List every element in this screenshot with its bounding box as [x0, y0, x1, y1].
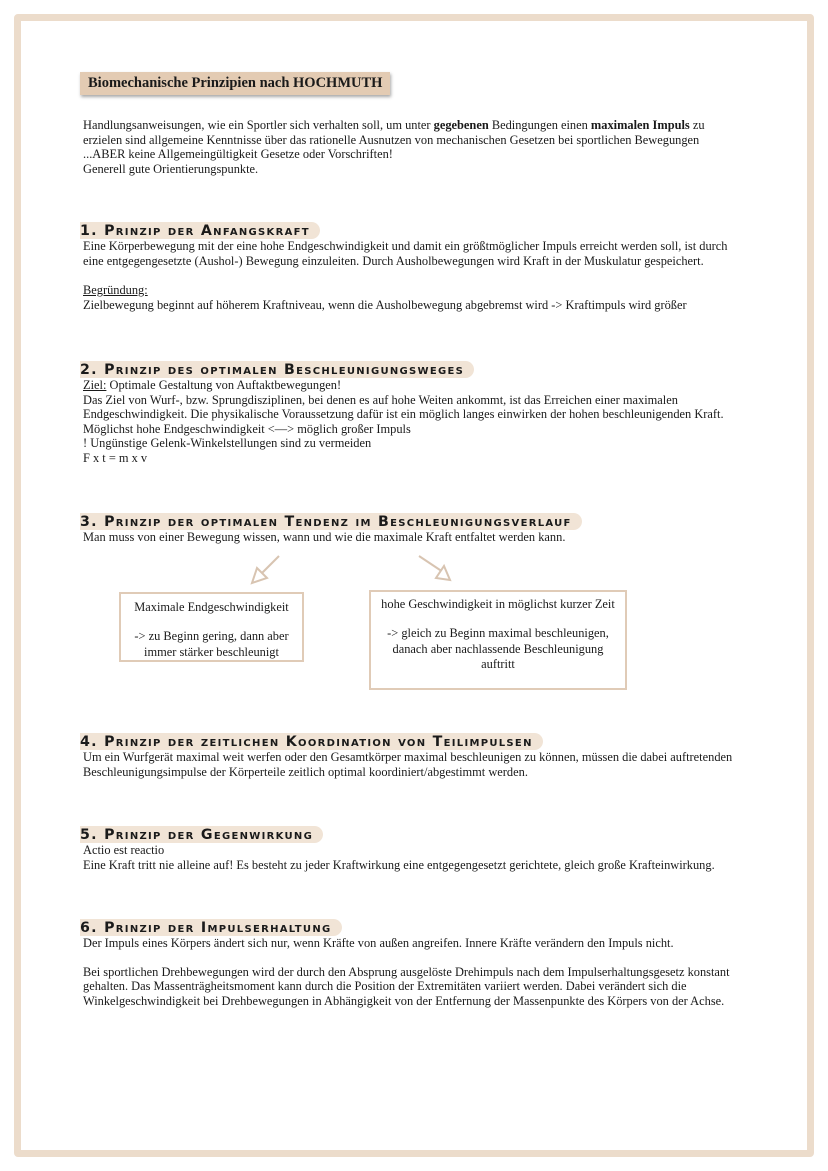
section-5-text: Eine Kraft tritt nie alleine auf! Es besteht zu jeder Kraftwirkung eine entgegengesetzt gerichtete, gleich große Krafteinwirkung.	[83, 857, 715, 872]
section-1	[80, 222, 743, 312]
section-1-reason-label: Begründung:	[83, 283, 148, 298]
intro-bold-maximalen: maximalen	[590, 118, 650, 132]
document-content	[80, 72, 743, 544]
section-2-text: Das Ziel von Wurf-, bzw. Sprungdisziplinen, bei denen es auf hohe Weiten ankommt, ist das Erreichen einer maximalen Endgeschwindigkeit. Die physikalische Voraussetzung dafür ist ein möglich langes einwirken der hohen beschleunigenden Kraft.	[83, 392, 724, 422]
arrow-down-right-icon	[415, 552, 455, 584]
section-6	[80, 919, 743, 1008]
intro-text: Handlungsanweisungen, wie ein Sportler sich verhalten soll, um unter	[83, 118, 434, 132]
section-2-heading: 2. Prinzip des optimalen Beschleunigungsweges	[80, 361, 474, 378]
section-4-text: Um ein Wurfgerät maximal weit werfen oder den Gesamtkörper maximal beschleunigen zu können, müssen die dabei auftretenden Beschleunigungsimpulse der Körperteile zeitlich optimal koordiniert/abgestimmt werden.	[83, 750, 733, 779]
box-right-title: hohe Geschwindigkeit in möglichst kurzer Zeit	[381, 597, 615, 611]
section-4-heading: 4. Prinzip der zeitlichen Koordination von Teilimpulsen	[80, 733, 543, 750]
section-2-line: Möglichst hohe Endgeschwindigkeit <—> möglich großer Impuls	[83, 421, 411, 436]
section-2-formula: F x t = m x v	[83, 450, 148, 465]
box-left-title: Maximale Endgeschwindigkeit	[134, 600, 289, 614]
box-left-text: -> zu Beginn gering, dann aber immer stärker beschleunigt	[134, 629, 289, 659]
section-5-line: Actio est reactio	[83, 843, 165, 857]
section-3-text: Man muss von einer Bewegung wissen, wann und wie die maximale Kraft entfaltet werden kann.	[83, 530, 566, 544]
intro-bold-gegebenen: gegebenen	[433, 118, 489, 132]
section-3	[80, 513, 743, 545]
section-1-heading: 1. Prinzip der Anfangskraft	[80, 222, 320, 239]
intro-section	[83, 118, 743, 176]
section-3-heading: 3. Prinzip der optimalen Tendenz im Beschleunigungsverlauf	[80, 513, 582, 530]
section-1-reason-text: Zielbewegung beginnt auf höherem Kraftniveau, wenn die Ausholbewegung abgebremst wird -> Kraftimpuls wird größer	[83, 297, 687, 312]
intro-paragraph	[83, 118, 743, 147]
page-title: Biomechanische Prinzipien nach HOCHMUTH	[80, 72, 390, 95]
intro-text: zu erzielen sind allgemeine Kenntnisse über das rationelle Ausnutzen von mechanischen Gesetzen bei sportlichen Bewegungen	[83, 118, 705, 147]
intro-line: Generell gute Orientierungspunkte.	[83, 161, 259, 176]
section-2-goal: Ziel: Optimale Gestaltung von Auftaktbewegungen!	[83, 378, 342, 392]
box-right-text: -> gleich zu Beginn maximal beschleunigen, danach aber nachlassende Beschleunigung auftritt	[387, 626, 609, 672]
section-5-heading: 5. Prinzip der Gegenwirkung	[80, 826, 323, 843]
section-6-heading: 6. Prinzip der Impulserhaltung	[80, 919, 342, 936]
section-6-text-2: Bei sportlichen Drehbewegungen wird der durch den Absprung ausgelöste Drehimpuls nach dem Impulserhaltungsgesetz konstant gehalten. Das Massenträgheitsmoment kann durch die Position der Extremitäten variiert werden. Dabei verändert sich die Winkelgeschwindigkeit bei Drehbewegungen in Abhängigkeit von der Entfernung der Massenpunkte des Körpers von der Achse.	[83, 964, 730, 1008]
box-maximale-endgeschwindigkeit	[119, 592, 304, 662]
arrow-down-left-icon	[248, 552, 284, 588]
intro-line: ...ABER keine Allgemeingültigkeit Gesetze oder Vorschriften!	[83, 147, 393, 162]
intro-bold-impuls: Impuls	[652, 118, 690, 132]
box-hohe-geschwindigkeit	[369, 590, 627, 690]
section-1-text: Eine Körperbewegung mit der eine hohe Endgeschwindigkeit und damit ein größtmöglicher Impuls erreicht werden soll, ist durch eine entgegengesetzte (Aushol-) Bewegung einzuleiten. Durch Ausholbewegungen wird Kraft in der Muskulatur gespeichert.	[83, 239, 728, 268]
intro-text: Bedingungen einen	[488, 118, 591, 132]
section-2-line: ! Ungünstige Gelenk-Winkelstellungen sind zu vermeiden	[83, 436, 372, 451]
section-4	[80, 733, 743, 779]
section-6-text-1: Der Impuls eines Körpers ändert sich nur, wenn Kräfte von außen angreifen. Innere Kräfte verändern den Impuls nicht.	[83, 936, 674, 950]
section-5	[80, 826, 743, 872]
section-2	[80, 361, 743, 466]
